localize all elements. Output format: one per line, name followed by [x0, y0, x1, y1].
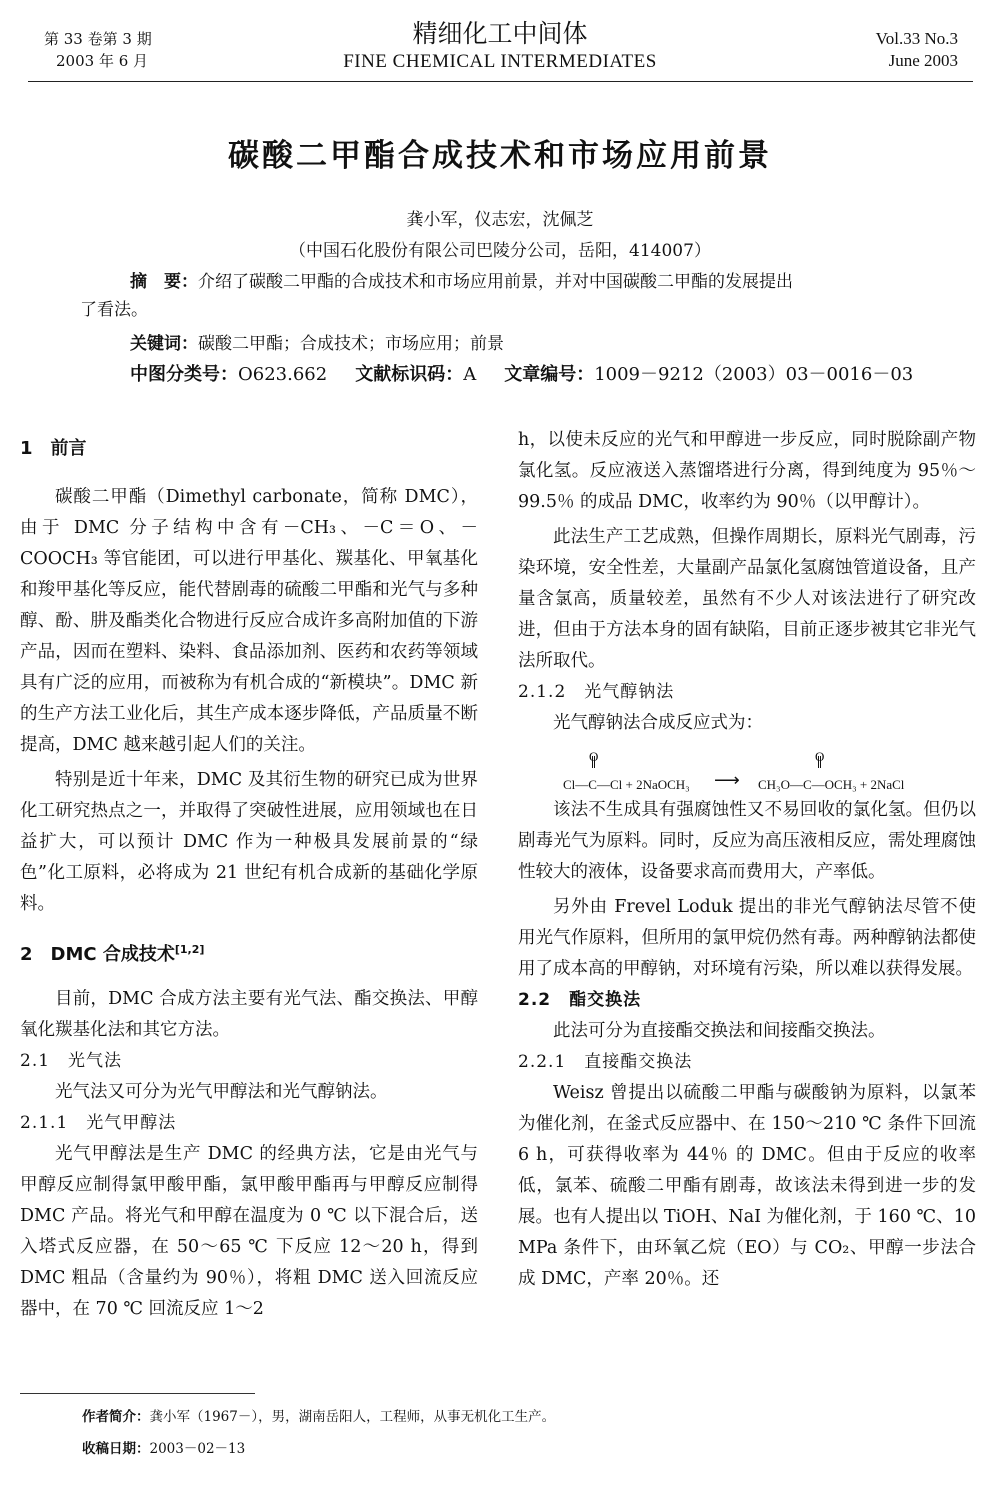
volume-issue: 第 33 卷第 3 期 — [44, 30, 152, 48]
section-1-heading: 1 前言 — [20, 438, 87, 459]
author-bio-label: 作者简介： — [82, 1409, 150, 1425]
abstract-text-1: 介绍了碳酸二甲酯的合成技术和市场应用前景，并对中国碳酸二甲酯的发展提出 — [198, 272, 793, 292]
paragraph: 特别是近十年来，DMC 及其衍生物的研究已成为世界化工研究热点之一，并取得了突破性进展，应用领域也在日益扩大，可以预计 DMC 作为一种极具发展前景的“绿色”化工原料，必将成为 21 世纪有机合成新的基础化学原料。 — [20, 770, 478, 914]
section-2-title: 2 DMC 合成技术 — [20, 944, 175, 965]
carbonyl-oxygen-left: O — [589, 749, 599, 764]
double-bond-right — [818, 756, 821, 768]
paragraph: 光气甲醇法是生产 DMC 的经典方法，它是由光气与甲醇反应制得氯甲酸甲酯，氯甲酸甲酯再与甲醇反应制得 DMC 产品。将光气和甲醇在温度为 0 ℃ 以下混合后，送入塔式反应器，在 50～65 ℃ 下反应 12～20 h，得到 DMC 粗品（含量约为 90％），将粗 DMC 送入回流反应器中，在 70 ℃ 回流反应 1～2 — [20, 1144, 478, 1319]
authors: 龚小军，仪志宏，沈佩芝 — [406, 210, 594, 230]
paragraph: 该法不生成具有强腐蚀性又不易回收的氯化氢。但仍以剧毒光气为原料。同时，反应为高压液相反应，需处理腐蚀性较大的液体，设备要求高而费用大，产率低。 — [518, 800, 976, 882]
double-bond-left — [592, 756, 595, 768]
classification-line — [130, 361, 913, 389]
paragraph: 碳酸二甲酯（Dimethyl carbonate，简称 DMC），由于 DMC 分子结构中含有－CH₃、－C＝O、－COOCH₃ 等官能团，可以进行甲基化、羰基化、甲氧基化和羧甲基化等反应，能代替剧毒的硫酸二甲酯和光气与多种醇、酚、肼及酯类化合物进行反应合成许多高附加值的下游产品，因而在塑料、染料、食品添加剂、医药和农药等领域具有广泛的应用，而被称为有机合成的“新模块”。DMC 新的生产方法工业化后，其生产成本逐步降低，产品质量不断提高，DMC 越来越引起人们的关注。 — [20, 487, 478, 755]
issue-date-en: June 2003 — [888, 51, 958, 70]
abstract-label: 摘 要： — [130, 272, 198, 292]
header-rule — [28, 81, 973, 82]
affiliation: （中国石化股份有限公司巴陵分公司，岳阳，414007） — [289, 241, 711, 261]
keywords — [130, 330, 504, 358]
reaction-equation — [518, 739, 976, 795]
journal-title-en: FINE CHEMICAL INTERMEDIATES — [343, 51, 657, 72]
volume-issue-en: Vol.33 No.3 — [875, 29, 958, 48]
reactants: Cl—C—Cl + 2NaOCH₃ — [563, 777, 690, 792]
subsection-2-1-heading: 2.1 光气法 — [20, 1051, 123, 1071]
subsection-2-2-heading — [518, 985, 976, 1016]
paragraph: 目前，DMC 合成方法主要有光气法、酯交换法、甲醇氧化羰基化法和其它方法。 — [20, 989, 478, 1040]
author-bio-footnote — [82, 1402, 555, 1432]
carbonyl-oxygen-right: O — [815, 749, 825, 764]
paragraph: 另外由 Frevel Loduk 提出的非光气醇钠法尽管不使用光气作原料，但所用的氯甲烷仍然有毒。两种醇钠法都使用了成本高的甲醇钠，对环境有污染，所以难以获得发展。 — [518, 897, 976, 979]
keywords-text: 碳酸二甲酯；合成技术；市场应用；前景 — [198, 334, 504, 354]
paragraph: 此法可分为直接酯交换法和间接酯交换法。 — [553, 1021, 886, 1041]
article-no-value: 1009－9212（2003）03－0016－03 — [594, 364, 914, 385]
subsection-2-2-1-heading: 2.2.1 直接酯交换法 — [518, 1052, 693, 1072]
reaction-arrow: ⟶ — [714, 770, 740, 790]
right-column — [518, 425, 976, 1295]
abstract — [80, 268, 930, 324]
subsection-2-2-title: 2.2 酯交换法 — [518, 990, 642, 1010]
received-date-footnote — [82, 1434, 245, 1464]
author-bio-text: 龚小军（1967－），男，湖南岳阳人，工程师，从事无机化工生产。 — [149, 1409, 556, 1425]
paragraph: 此法生产工艺成熟，但操作周期长，原料光气剧毒，污染环境，安全性差，大量副产品氯化氢腐蚀管道设备，且产量含氯高，质量较差，虽然有不少人对该法进行了研究改进，但由于方法本身的固有缺陷，目前正逐步被其它非光气法所取代。 — [518, 527, 976, 671]
keywords-label: 关键词： — [130, 334, 198, 354]
doc-code-label: 文献标识码： — [355, 364, 464, 385]
paragraph: h，以使未反应的光气和甲醇进一步反应，同时脱除副产物氯化氢。反应液送入蒸馏塔进行分离，得到纯度为 95％～99.5％ 的成品 DMC，收率约为 90％（以甲醇计）。 — [518, 430, 976, 512]
left-column — [20, 425, 478, 1325]
clc-label: 中图分类号： — [130, 364, 238, 385]
products: CH₃O—C—OCH₃ + 2NaCl — [758, 777, 905, 792]
footnote-rule — [20, 1393, 255, 1394]
paragraph: 光气法又可分为光气甲醇法和光气醇钠法。 — [55, 1082, 388, 1102]
issue-date: 2003 年 6 月 — [56, 52, 149, 70]
subsection-2-1-1-heading: 2.1.1 光气甲醇法 — [20, 1113, 177, 1133]
clc-value: O623.662 — [238, 364, 328, 385]
article-title: 碳酸二甲酯合成技术和市场应用前景 — [228, 138, 772, 174]
paragraph: Weisz 曾提出以硫酸二甲酯与碳酸钠为原料，以氯苯为催化剂，在釜式反应器中、在 150～210 ℃ 条件下回流 6 h，可获得收率为 44％ 的 DMC。但由于反应的收率低，氯苯、硫酸二甲酯有剧毒，故该法未得到进一步的发展。也有人提出以 TiOH、NaI 为催化剂，于 160 ℃、10 MPa 条件下，由环氧乙烷（EO）与 CO₂、甲醇一步法合成 DMC，产率 20％。还 — [518, 1083, 976, 1289]
doc-code-value: A — [463, 364, 477, 385]
abstract-text-2: 了看法。 — [80, 300, 148, 320]
section-2-heading — [20, 934, 478, 970]
section-2-reference: [1,2] — [174, 943, 205, 956]
subsection-2-1-2-heading: 2.1.2 光气醇钠法 — [518, 682, 675, 702]
paragraph: 光气醇钠法合成反应式为： — [553, 713, 763, 733]
journal-title-cn: 精细化工中间体 — [412, 19, 588, 48]
running-header-center — [0, 18, 1000, 74]
running-header-right — [876, 28, 958, 72]
article-no-label: 文章编号： — [504, 364, 595, 385]
received-date-text: 2003－02－13 — [149, 1441, 246, 1457]
received-date-label: 收稿日期： — [82, 1441, 150, 1457]
